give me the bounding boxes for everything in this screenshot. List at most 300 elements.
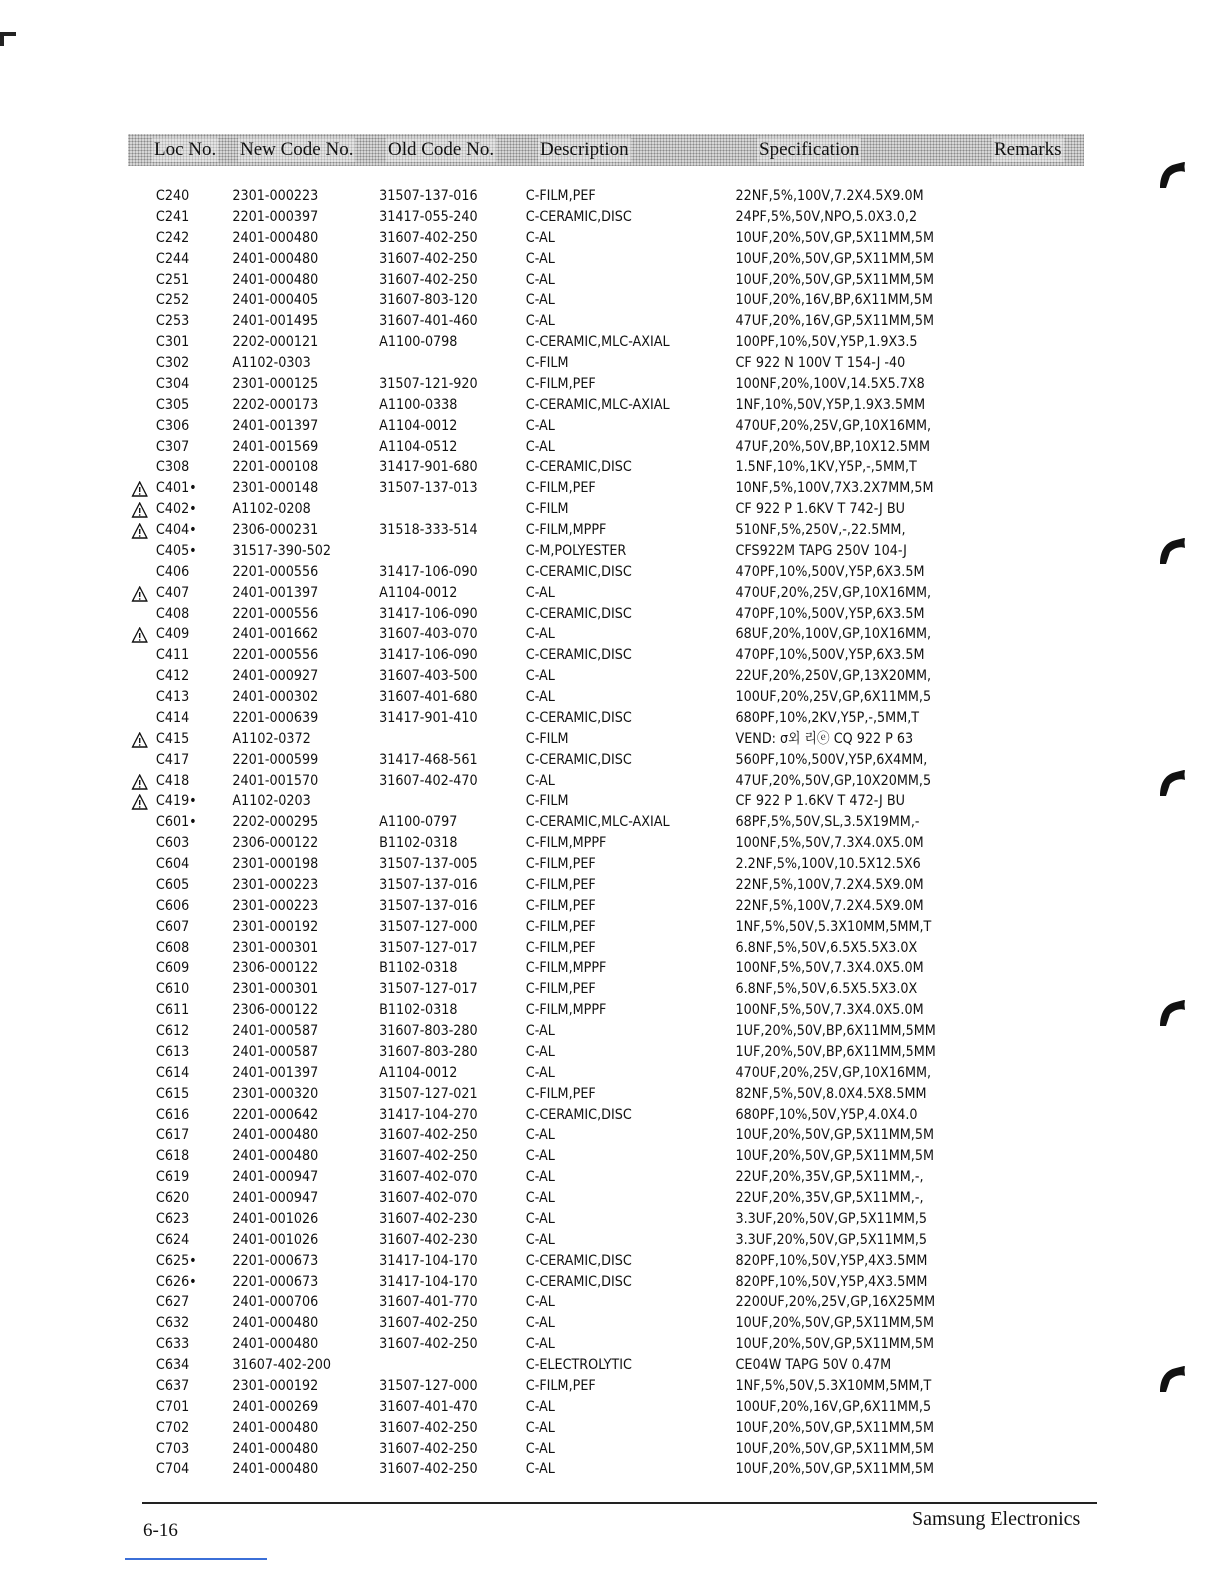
old-code-cell: 31507-137-005 xyxy=(379,856,478,872)
new-code-cell: 2401-000480 xyxy=(232,250,319,267)
specification-cell: 24PF,5%,50V,NPO,5.0X3.0,2 xyxy=(735,208,918,225)
new-code-cell: 2301-000125 xyxy=(232,375,319,392)
new-code-cell: A1102-0203 xyxy=(232,793,311,810)
loc-no-cell: C627 xyxy=(155,1294,190,1311)
specification-cell: CF 922 N 100V T 154-J -40 xyxy=(735,355,906,371)
loc-no-cell: C703 xyxy=(155,1440,190,1457)
table-row xyxy=(128,1021,936,1042)
old-code-cell: A1100-0338 xyxy=(379,396,458,413)
description-cell: C-FILM,MPPF xyxy=(525,1002,607,1019)
description-cell: C-CERAMIC,DISC xyxy=(525,647,632,664)
loc-no-cell: C607 xyxy=(155,918,190,935)
new-code-cell: 2201-000673 xyxy=(232,1273,319,1290)
new-code-cell: A1102-0208 xyxy=(232,501,311,518)
specification-cell: 100NF,5%,50V,7.3X4.0X5.0M xyxy=(735,835,924,852)
new-code-cell: A1102-0303 xyxy=(232,355,311,371)
loc-no-cell: C411 xyxy=(155,647,190,664)
loc-no-cell: C241 xyxy=(155,208,190,225)
old-code-cell: 31607-402-230 xyxy=(379,1231,478,1248)
old-code-cell: 31507-137-016 xyxy=(379,188,478,204)
description-cell: C-AL xyxy=(525,1043,555,1060)
table-row xyxy=(128,270,934,291)
specification-cell: 6.8NF,5%,50V,6.5X5.5X3.0X xyxy=(735,939,918,956)
specification-cell: 47UF,20%,50V,BP,10X12.5MM xyxy=(735,438,930,455)
old-code-cell: 31518-333-514 xyxy=(379,522,478,538)
description-cell: C-AL xyxy=(525,584,555,601)
specification-cell: 470UF,20%,25V,GP,10X16MM, xyxy=(735,417,932,434)
loc-no-cell: C242 xyxy=(155,229,190,246)
specification-cell: 100NF,5%,50V,7.3X4.0X5.0M xyxy=(735,1002,924,1019)
specification-cell: 470PF,10%,500V,Y5P,6X3.5M xyxy=(735,647,925,664)
table-row xyxy=(128,750,928,771)
old-code-cell: A1100-0797 xyxy=(379,814,458,831)
old-code-cell: A1104-0012 xyxy=(379,417,458,434)
specification-cell: 10UF,20%,50V,GP,5X11MM,5M xyxy=(735,271,934,288)
loc-no-cell: C704 xyxy=(155,1461,190,1478)
old-code-cell: 31607-402-250 xyxy=(379,250,478,267)
loc-no-cell: C637 xyxy=(155,1377,190,1394)
specification-cell: 470UF,20%,25V,GP,10X16MM, xyxy=(735,584,932,601)
new-code-cell: 2201-000599 xyxy=(232,751,319,768)
loc-no-cell: C623 xyxy=(155,1210,190,1227)
description-cell: C-AL xyxy=(525,250,555,267)
description-cell: C-CERAMIC,DISC xyxy=(525,459,632,476)
table-row xyxy=(128,729,914,750)
description-cell: C-CERAMIC,DISC xyxy=(525,709,632,726)
loc-no-cell: C401• xyxy=(155,480,197,497)
table-row xyxy=(128,791,905,812)
old-code-cell: 31607-402-250 xyxy=(379,1440,478,1457)
new-code-cell: 31607-402-200 xyxy=(232,1357,331,1373)
description-cell: C-CERAMIC,DISC xyxy=(525,1273,632,1290)
description-cell: C-AL xyxy=(525,271,555,288)
old-code-cell: 31607-402-250 xyxy=(379,1419,478,1436)
specification-cell: 1UF,20%,50V,BP,6X11MM,5MM xyxy=(735,1043,936,1060)
table-row xyxy=(128,771,932,792)
loc-no-cell: C616 xyxy=(155,1106,190,1123)
specification-cell: 10UF,20%,50V,GP,5X11MM,5M xyxy=(735,1127,934,1144)
specification-cell: 470PF,10%,500V,Y5P,6X3.5M xyxy=(735,605,925,622)
description-cell: C-AL xyxy=(525,689,555,705)
binder-hole-mark-icon xyxy=(1158,998,1186,1028)
loc-no-cell: C301 xyxy=(155,334,190,351)
new-code-cell: 2301-000223 xyxy=(232,876,319,893)
new-code-cell: 2401-000480 xyxy=(232,1419,319,1436)
description-cell: C-AL xyxy=(525,1461,555,1478)
binder-hole-mark-icon xyxy=(1158,768,1186,798)
old-code-cell: B1102-0318 xyxy=(379,835,458,852)
old-code-cell: A1104-0012 xyxy=(379,1064,458,1081)
old-code-cell: 31417-104-270 xyxy=(379,1106,478,1123)
table-row xyxy=(128,228,934,249)
old-code-cell: 31607-402-470 xyxy=(379,772,478,789)
specification-cell: 10UF,20%,50V,GP,5X11MM,5M xyxy=(735,1440,934,1457)
loc-no-cell: C412 xyxy=(155,668,190,685)
description-cell: C-FILM,MPPF xyxy=(525,960,607,977)
new-code-cell: 2401-001662 xyxy=(232,626,319,643)
loc-no-cell: C626• xyxy=(155,1273,197,1290)
table-row xyxy=(128,186,924,207)
old-code-cell: 31417-468-561 xyxy=(379,751,478,768)
loc-no-cell: C409 xyxy=(155,626,190,643)
old-code-cell: 31607-402-250 xyxy=(379,1336,478,1353)
description-cell: C-AL xyxy=(525,1398,555,1415)
new-code-cell: 2201-000642 xyxy=(232,1106,319,1123)
table-row xyxy=(128,833,924,854)
description-cell: C-FILM,PEF xyxy=(525,939,596,956)
new-code-cell: 2301-000198 xyxy=(232,856,319,872)
old-code-cell: 31507-127-017 xyxy=(379,939,478,956)
loc-no-cell: C603 xyxy=(155,835,190,852)
new-code-cell: 2401-000480 xyxy=(232,1461,319,1478)
page-number: 6-16 xyxy=(143,1520,178,1541)
specification-cell: 1NF,10%,50V,Y5P,1.9X3.5MM xyxy=(735,396,926,413)
description-cell: C-FILM,PEF xyxy=(525,188,596,204)
loc-no-cell: C251 xyxy=(155,271,190,288)
old-code-cell: 31607-803-120 xyxy=(379,292,478,309)
specification-cell: 100UF,20%,25V,GP,6X11MM,5 xyxy=(735,689,932,705)
specification-cell: 22UF,20%,250V,GP,13X20MM, xyxy=(735,668,932,685)
specification-cell: 1UF,20%,50V,BP,6X11MM,5MM xyxy=(735,1023,936,1039)
new-code-cell: 2401-000480 xyxy=(232,1440,319,1457)
loc-no-cell: C407 xyxy=(155,584,190,601)
table-row xyxy=(128,1272,928,1293)
loc-no-cell: C604 xyxy=(155,856,190,872)
table-row xyxy=(128,1230,928,1251)
old-code-cell: 31507-137-016 xyxy=(379,876,478,893)
loc-no-cell: C419• xyxy=(155,793,197,810)
old-code-cell: 31607-401-470 xyxy=(379,1398,478,1415)
new-code-cell: 2201-000639 xyxy=(232,709,319,726)
new-code-cell: 2401-000480 xyxy=(232,229,319,246)
description-cell: C-FILM xyxy=(525,730,569,747)
specification-cell: 47UF,20%,50V,GP,10X20MM,5 xyxy=(735,772,932,789)
specification-cell: 100UF,20%,16V,GP,6X11MM,5 xyxy=(735,1398,932,1415)
loc-no-cell: C634 xyxy=(155,1357,190,1373)
specification-cell: 22UF,20%,35V,GP,5X11MM,-, xyxy=(735,1190,924,1206)
table-row xyxy=(128,1000,924,1021)
old-code-cell: 31607-401-770 xyxy=(379,1294,478,1311)
company-name: Samsung Electronics xyxy=(912,1508,1081,1530)
old-code-cell: 31417-106-090 xyxy=(379,563,478,580)
description-cell: C-AL xyxy=(525,772,555,789)
specification-cell: 2200UF,20%,25V,GP,16X25MM xyxy=(735,1294,936,1311)
description-cell: C-FILM,PEF xyxy=(525,1085,596,1102)
loc-no-cell: C307 xyxy=(155,438,190,455)
description-cell: C-ELECTROLYTIC xyxy=(525,1357,632,1373)
table-row xyxy=(128,645,925,666)
old-code-cell: 31417-901-680 xyxy=(379,459,478,476)
underline-mark xyxy=(125,1558,267,1560)
table-row xyxy=(128,979,918,1000)
new-code-cell: 2301-000148 xyxy=(232,480,319,497)
new-code-cell: 2201-000108 xyxy=(232,459,319,476)
specification-cell: 470UF,20%,25V,GP,10X16MM, xyxy=(735,1064,932,1081)
new-code-cell: 2401-000480 xyxy=(232,1148,319,1165)
loc-no-cell: C624 xyxy=(155,1231,190,1248)
loc-no-cell: C415 xyxy=(155,730,190,747)
specification-cell: 510NF,5%,250V,-,22.5MM, xyxy=(735,522,906,538)
specification-cell: 100NF,5%,50V,7.3X4.0X5.0M xyxy=(735,960,924,977)
table-row xyxy=(128,353,906,374)
specification-cell: 1.5NF,10%,1KV,Y5P,-,5MM,T xyxy=(735,459,917,476)
crop-mark-vertical xyxy=(0,32,4,46)
old-code-cell: 31607-402-250 xyxy=(379,229,478,246)
loc-no-cell: C418 xyxy=(155,772,190,789)
old-code-cell: 31607-402-250 xyxy=(379,1127,478,1144)
old-code-cell: A1104-0512 xyxy=(379,438,458,455)
description-cell: C-CERAMIC,DISC xyxy=(525,605,632,622)
table-row xyxy=(128,499,905,520)
description-cell: C-AL xyxy=(525,1315,555,1332)
specification-cell: 820PF,10%,50V,Y5P,4X3.5MM xyxy=(735,1252,928,1269)
description-cell: C-AL xyxy=(525,1231,555,1248)
loc-no-cell: C619 xyxy=(155,1169,190,1186)
table-row xyxy=(128,1146,934,1167)
binder-hole-mark-icon xyxy=(1158,160,1186,190)
table-row xyxy=(128,1063,932,1084)
loc-no-cell: C304 xyxy=(155,375,190,392)
loc-no-cell: C402• xyxy=(155,501,197,518)
loc-no-cell: C608 xyxy=(155,939,190,956)
description-cell: C-AL xyxy=(525,1169,555,1186)
table-row xyxy=(128,708,920,729)
old-code-cell: 31417-106-090 xyxy=(379,647,478,664)
table-row xyxy=(128,1209,928,1230)
loc-no-cell: C305 xyxy=(155,396,190,413)
specification-cell: 3.3UF,20%,50V,GP,5X11MM,5 xyxy=(735,1231,928,1248)
specification-cell: 10UF,20%,16V,BP,6X11MM,5M xyxy=(735,292,933,309)
loc-no-cell: C618 xyxy=(155,1148,190,1165)
table-row xyxy=(128,624,932,645)
loc-no-cell: C417 xyxy=(155,751,190,768)
old-code-cell: 31507-127-021 xyxy=(379,1085,478,1102)
specification-cell: 10UF,20%,50V,GP,5X11MM,5M xyxy=(735,250,934,267)
table-row xyxy=(128,666,932,687)
description-cell: C-FILM,PEF xyxy=(525,897,596,914)
old-code-cell: 31607-402-250 xyxy=(379,271,478,288)
description-cell: C-M,POLYESTER xyxy=(525,542,627,559)
new-code-cell: 2401-001570 xyxy=(232,772,319,789)
specification-cell: 680PF,10%,50V,Y5P,4.0X4.0 xyxy=(735,1106,918,1123)
binder-hole-mark-icon xyxy=(1158,536,1186,566)
loc-no-cell: C253 xyxy=(155,313,190,330)
loc-no-cell: C252 xyxy=(155,292,190,309)
table-row xyxy=(128,583,932,604)
old-code-cell: 31417-106-090 xyxy=(379,605,478,622)
table-row xyxy=(128,958,924,979)
specification-cell: 10UF,20%,50V,GP,5X11MM,5M xyxy=(735,229,934,246)
specification-cell: 82NF,5%,50V,8.0X4.5X8.5MM xyxy=(735,1085,927,1102)
table-row xyxy=(128,478,934,499)
old-code-cell: 31417-055-240 xyxy=(379,208,478,225)
new-code-cell: 2202-000173 xyxy=(232,396,319,413)
old-code-cell: 31417-104-170 xyxy=(379,1252,478,1269)
table-row xyxy=(128,812,920,833)
old-code-cell: 31607-402-250 xyxy=(379,1148,478,1165)
table-row xyxy=(128,249,934,270)
header-description: Description xyxy=(540,139,629,160)
description-cell: C-CERAMIC,MLC-AXIAL xyxy=(525,396,670,413)
specification-cell: 820PF,10%,50V,Y5P,4X3.5MM xyxy=(735,1273,928,1290)
old-code-cell: 31607-402-230 xyxy=(379,1210,478,1227)
description-cell: C-AL xyxy=(525,1210,555,1227)
table-row xyxy=(128,1125,934,1146)
specification-cell: 6.8NF,5%,50V,6.5X5.5X3.0X xyxy=(735,981,918,998)
loc-no-cell: C615 xyxy=(155,1085,190,1102)
new-code-cell: 2401-000480 xyxy=(232,1127,319,1144)
new-code-cell: 2401-000927 xyxy=(232,668,319,685)
table-row xyxy=(128,1376,932,1397)
table-row xyxy=(128,562,925,583)
specification-cell: 560PF,10%,500V,Y5P,6X4MM, xyxy=(735,751,928,768)
new-code-cell: 2306-000122 xyxy=(232,835,319,852)
new-code-cell: 2401-000405 xyxy=(232,292,319,309)
description-cell: C-AL xyxy=(525,229,555,246)
new-code-cell: 2401-001026 xyxy=(232,1210,319,1227)
specification-cell: 2.2NF,5%,100V,10.5X12.5X6 xyxy=(735,856,921,872)
loc-no-cell: C405• xyxy=(155,542,197,559)
old-code-cell: 31507-121-920 xyxy=(379,375,478,392)
new-code-cell: 2401-000947 xyxy=(232,1190,319,1206)
description-cell: C-FILM,PEF xyxy=(525,1377,596,1394)
loc-no-cell: C611 xyxy=(155,1002,190,1019)
old-code-cell: 31607-402-070 xyxy=(379,1169,478,1186)
description-cell: C-FILM,PEF xyxy=(525,856,596,872)
description-cell: C-AL xyxy=(525,668,555,685)
new-code-cell: 2401-000587 xyxy=(232,1043,319,1060)
new-code-cell: 2301-000192 xyxy=(232,1377,319,1394)
specification-cell: 10UF,20%,50V,GP,5X11MM,5M xyxy=(735,1461,934,1478)
description-cell: C-FILM,PEF xyxy=(525,375,596,392)
description-cell: C-AL xyxy=(525,1294,555,1311)
loc-no-cell: C617 xyxy=(155,1127,190,1144)
description-cell: C-AL xyxy=(525,292,555,309)
new-code-cell: 2301-000301 xyxy=(232,981,319,998)
new-code-cell: 2401-000706 xyxy=(232,1294,319,1311)
specification-cell: 1NF,5%,50V,5.3X10MM,5MM,T xyxy=(735,1377,932,1394)
table-row xyxy=(128,520,906,541)
description-cell: C-FILM,MPPF xyxy=(525,835,607,852)
loc-no-cell: C601• xyxy=(155,814,197,831)
loc-no-cell: C614 xyxy=(155,1064,190,1081)
specification-cell: 10UF,20%,50V,GP,5X11MM,5M xyxy=(735,1148,934,1165)
new-code-cell: 2401-000480 xyxy=(232,271,319,288)
old-code-cell: 31507-137-016 xyxy=(379,897,478,914)
table-row xyxy=(128,332,918,353)
loc-no-cell: C610 xyxy=(155,981,190,998)
table-row xyxy=(128,1084,927,1105)
description-cell: C-FILM,PEF xyxy=(525,480,596,497)
specification-cell: 100NF,20%,100V,14.5X5.7X8 xyxy=(735,375,925,392)
specification-cell: 3.3UF,20%,50V,GP,5X11MM,5 xyxy=(735,1210,928,1227)
new-code-cell: 2306-000122 xyxy=(232,1002,319,1019)
description-cell: C-CERAMIC,DISC xyxy=(525,563,632,580)
binder-hole-mark-icon xyxy=(1158,1364,1186,1394)
specification-cell: 68UF,20%,100V,GP,10X16MM, xyxy=(735,626,932,643)
table-row xyxy=(128,374,925,395)
description-cell: C-AL xyxy=(525,313,555,330)
table-row xyxy=(128,311,934,332)
specification-cell: 10UF,20%,50V,GP,5X11MM,5M xyxy=(735,1336,934,1353)
new-code-cell: 2401-000269 xyxy=(232,1398,319,1415)
specification-cell: 22UF,20%,35V,GP,5X11MM,-, xyxy=(735,1169,924,1186)
loc-no-cell: C701 xyxy=(155,1398,190,1415)
description-cell: C-FILM,PEF xyxy=(525,981,596,998)
description-cell: C-FILM,PEF xyxy=(525,876,596,893)
old-code-cell: A1104-0012 xyxy=(379,584,458,601)
description-cell: C-CERAMIC,DISC xyxy=(525,1106,632,1123)
table-row xyxy=(128,395,926,416)
old-code-cell: 31607-402-250 xyxy=(379,1315,478,1332)
description-cell: C-AL xyxy=(525,417,555,434)
new-code-cell: 2301-000223 xyxy=(232,897,319,914)
new-code-cell: 31517-390-502 xyxy=(232,542,331,559)
old-code-cell: 31507-137-013 xyxy=(379,480,478,497)
new-code-cell: 2401-000302 xyxy=(232,689,319,705)
description-cell: C-AL xyxy=(525,1023,555,1039)
description-cell: C-AL xyxy=(525,438,555,455)
new-code-cell: 2306-000122 xyxy=(232,960,319,977)
loc-no-cell: C302 xyxy=(155,355,190,371)
loc-no-cell: C406 xyxy=(155,563,190,580)
loc-no-cell: C404• xyxy=(155,522,197,538)
loc-no-cell: C612 xyxy=(155,1023,190,1039)
description-cell: C-CERAMIC,MLC-AXIAL xyxy=(525,334,670,351)
table-row xyxy=(128,854,921,875)
table-row xyxy=(128,938,918,959)
description-cell: C-AL xyxy=(525,1419,555,1436)
new-code-cell: A1102-0372 xyxy=(232,730,311,747)
old-code-cell: 31507-127-000 xyxy=(379,1377,478,1394)
new-code-cell: 2301-000192 xyxy=(232,918,319,935)
table-row xyxy=(128,1418,934,1439)
loc-no-cell: C408 xyxy=(155,605,190,622)
specification-cell: 10UF,20%,50V,GP,5X11MM,5M xyxy=(735,1315,934,1332)
description-cell: C-AL xyxy=(525,1148,555,1165)
specification-cell: CF 922 P 1.6KV T 742-J BU xyxy=(735,501,905,518)
loc-no-cell: C413 xyxy=(155,689,190,705)
table-row xyxy=(128,1439,934,1460)
description-cell: C-FILM,PEF xyxy=(525,918,596,935)
description-cell: C-CERAMIC,MLC-AXIAL xyxy=(525,814,670,831)
table-row xyxy=(128,896,924,917)
header-new-code: New Code No. xyxy=(240,139,354,160)
specification-cell: 1NF,5%,50V,5.3X10MM,5MM,T xyxy=(735,918,932,935)
old-code-cell: 31607-401-680 xyxy=(379,689,478,705)
table-row xyxy=(128,1459,934,1480)
old-code-cell: 31607-402-250 xyxy=(379,1461,478,1478)
table-row xyxy=(128,207,918,228)
table-row xyxy=(128,875,924,896)
table-row xyxy=(128,1292,936,1313)
description-cell: C-AL xyxy=(525,1190,555,1206)
loc-no-cell: C702 xyxy=(155,1419,190,1436)
new-code-cell: 2401-001569 xyxy=(232,438,319,455)
table-row xyxy=(128,1313,934,1334)
new-code-cell: 2401-000947 xyxy=(232,1169,319,1186)
new-code-cell: 2202-000121 xyxy=(232,334,319,351)
specification-cell: CFS922M TAPG 250V 104-J xyxy=(735,542,907,559)
header-old-code: Old Code No. xyxy=(388,139,495,160)
specification-cell: 100PF,10%,50V,Y5P,1.9X3.5 xyxy=(735,334,918,351)
old-code-cell: 31507-127-000 xyxy=(379,918,478,935)
header-loc-no: Loc No. xyxy=(154,139,217,160)
new-code-cell: 2201-000556 xyxy=(232,605,319,622)
old-code-cell: 31417-901-410 xyxy=(379,709,478,726)
loc-no-cell: C244 xyxy=(155,250,190,267)
loc-no-cell: C606 xyxy=(155,897,190,914)
